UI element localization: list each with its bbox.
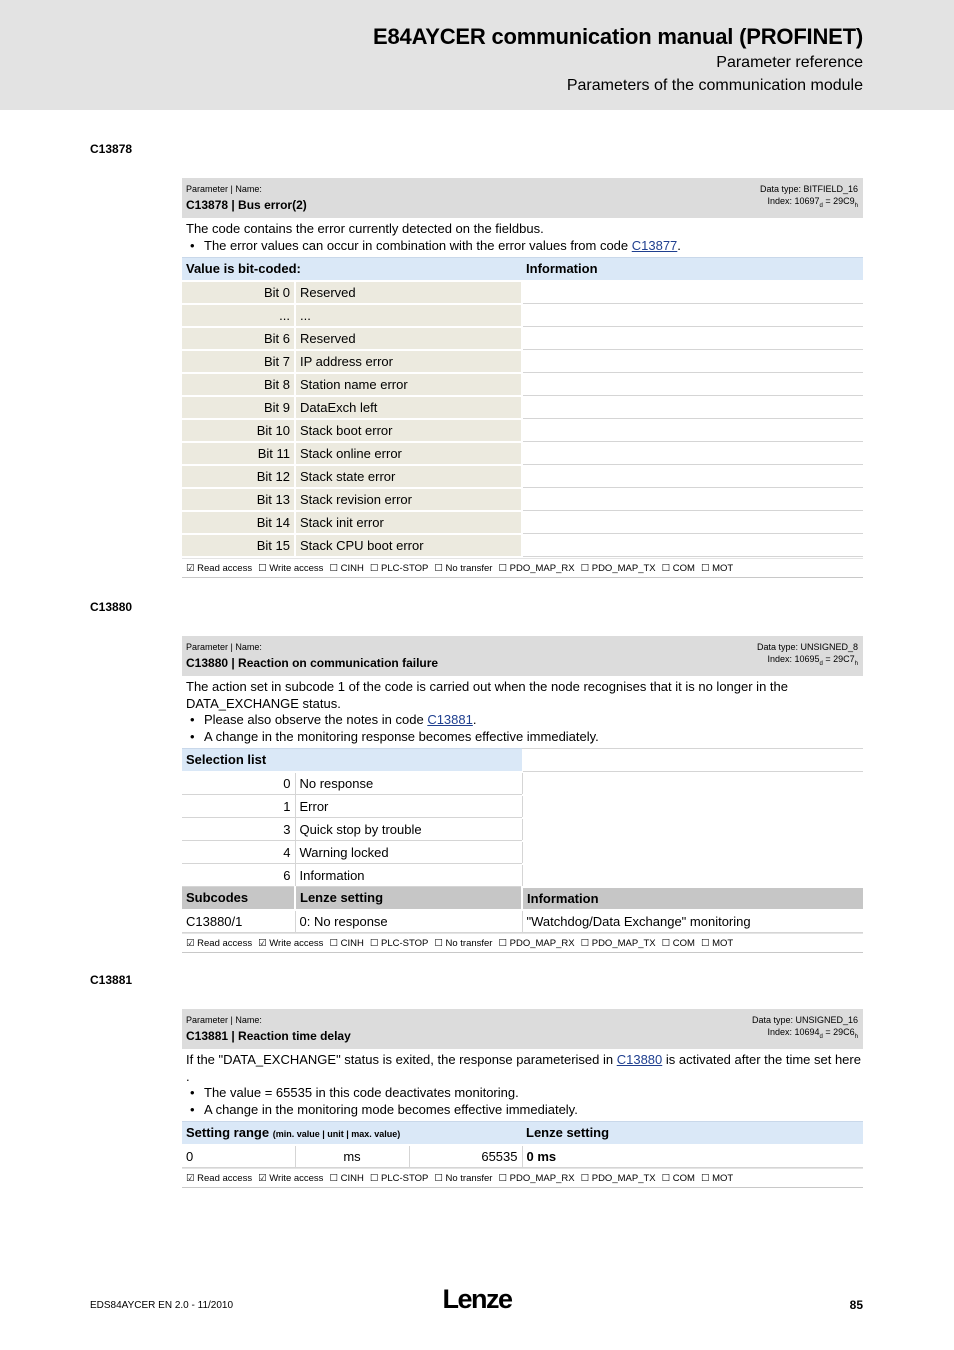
bit-row	[182, 304, 863, 327]
access-flag: ☐ COM	[661, 562, 695, 574]
bit-row	[182, 465, 863, 488]
bit-number: Bit 12	[182, 465, 295, 488]
bit-row	[182, 396, 863, 419]
section-heading-c13878: C13878	[90, 142, 133, 156]
access-flag: ☐ COM	[661, 1173, 695, 1184]
access-flags	[182, 558, 863, 578]
lenze-setting-header: Lenze setting	[522, 1122, 863, 1145]
parameter-index: Index: $10697_d = 29C9_h$	[767, 196, 858, 209]
lenze-setting-header: Lenze setting	[295, 887, 522, 910]
bit-number: Bit 15	[182, 534, 295, 557]
selection-value: 3	[182, 818, 295, 841]
data-type: Data type: BITFIELD_16	[759, 184, 858, 194]
parameter-index: Index: $10695_d = 29C7_h$	[767, 654, 858, 667]
access-flag: ☐ PLC-STOP	[369, 562, 429, 574]
bit-information	[522, 396, 863, 419]
bit-information	[522, 304, 863, 327]
bullet-item: • The error values can occur in combination with the error values from code C13877.	[186, 238, 859, 255]
bit-name: Stack CPU boot error	[295, 534, 522, 557]
link-c13880[interactable]: C13880	[616, 1052, 663, 1067]
access-flag: ☐ CINH	[329, 562, 364, 574]
selection-list-header: Selection list	[182, 749, 522, 772]
access-flag: ☑ Read access	[186, 562, 253, 574]
subcodes-header: Subcodes	[182, 887, 295, 910]
access-flag: ☐ COM	[661, 938, 695, 949]
bit-name: Stack boot error	[295, 419, 522, 442]
bit-number: Bit 9	[182, 396, 295, 419]
data-type: Data type: UNSIGNED_16	[751, 1015, 858, 1025]
bit-table	[182, 257, 863, 558]
bit-information	[522, 327, 863, 350]
bit-number: Bit 11	[182, 442, 295, 465]
access-flag: ☑ Read access	[186, 1173, 253, 1184]
unit: ms	[295, 1145, 409, 1168]
logo-text: Lenze	[442, 1284, 512, 1314]
parameter-header	[182, 178, 863, 218]
parameter-block-c13878	[182, 178, 863, 578]
parameter-name: C13881 | Reaction time delay	[186, 1029, 351, 1043]
parameter-block-c13880	[182, 636, 863, 953]
bit-information	[522, 465, 863, 488]
access-flag: ☐ MOT	[700, 938, 734, 949]
document-title: E84AYCER communication manual (PROFINET)	[373, 24, 863, 49]
access-flag: ☐ No transfer	[434, 562, 493, 574]
access-flag: ☐ No transfer	[434, 1173, 493, 1184]
access-flag: ☐ PDO_MAP_RX	[498, 562, 575, 574]
link-c13881[interactable]: C13881	[427, 712, 473, 727]
bit-information	[522, 373, 863, 396]
bullet-item: • The value = 65535 in this code deactivates monitoring.	[186, 1085, 859, 1102]
bit-information	[522, 511, 863, 534]
max-value: 65535	[409, 1145, 522, 1168]
bit-number: Bit 13	[182, 488, 295, 511]
bit-number: Bit 7	[182, 350, 295, 373]
parameter-description: The action set in subcode 1 of the code is carried out when the node recognises that it is no longer in the DATA_EXCHANGE status. • Please also observe the notes in code C13881. • A change in the monitoring response becomes effective immediately.	[182, 676, 863, 745]
bit-name: DataExch left	[295, 396, 522, 419]
bit-row	[182, 327, 863, 350]
lenze-logo	[436, 1284, 518, 1316]
selection-value: 6	[182, 864, 295, 887]
bit-row	[182, 534, 863, 557]
access-flag: ☑ Read access	[186, 938, 253, 949]
access-flag: ☐ PDO_MAP_RX	[498, 1173, 575, 1184]
bit-row	[182, 419, 863, 442]
selection-label: Quick stop by trouble	[295, 818, 522, 841]
parameter-name: C13880 | Reaction on communication failure	[186, 656, 439, 670]
bullet-item: • Please also observe the notes in code C13881.	[186, 712, 859, 729]
access-flags	[182, 933, 863, 953]
information-header: Information	[522, 887, 863, 910]
parameter-label: Parameter | Name:	[186, 1015, 262, 1025]
subcode-cell: C13880/1	[182, 910, 295, 933]
bit-number: Bit 14	[182, 511, 295, 534]
parameter-header	[182, 636, 863, 676]
access-flag: ☐ MOT	[700, 562, 734, 574]
bit-row	[182, 350, 863, 373]
selection-value: 1	[182, 795, 295, 818]
access-flag: ☑ Write access	[258, 938, 324, 949]
bit-name: Reserved	[295, 281, 522, 304]
parameter-header	[182, 1009, 863, 1049]
parameter-description: The code contains the error currently detected on the fieldbus. • The error values can occur in combination with the error values from code C13877.	[182, 218, 863, 254]
access-flag: ☐ PDO_MAP_RX	[498, 938, 575, 949]
selection-value: 0	[182, 772, 295, 795]
access-flag: ☐ PDO_MAP_TX	[580, 562, 656, 574]
bit-name: IP address error	[295, 350, 522, 373]
bit-name: Station name error	[295, 373, 522, 396]
parameter-label: Parameter | Name:	[186, 642, 262, 652]
parameter-label: Parameter | Name:	[186, 184, 262, 194]
bit-information	[522, 350, 863, 373]
parameter-index: Index: $10694_d = 29C6_h$	[767, 1027, 858, 1040]
bit-number: Bit 0	[182, 281, 295, 304]
bit-name: Stack state error	[295, 465, 522, 488]
bullet-item: • A change in the monitoring mode becomes effective immediately.	[186, 1102, 859, 1119]
bit-information	[522, 442, 863, 465]
selection-row	[182, 795, 863, 818]
selection-row	[182, 841, 863, 864]
setting-range-header: Setting range (min. value | unit | max. value)	[182, 1122, 522, 1145]
bit-row	[182, 373, 863, 396]
bit-number: Bit 6	[182, 327, 295, 350]
access-flag: ☐ PDO_MAP_TX	[580, 938, 656, 949]
bit-name: Stack init error	[295, 511, 522, 534]
selection-row	[182, 772, 863, 795]
lenze-setting-value: 0 ms	[522, 1145, 863, 1168]
parameter-name: C13878 | Bus error(2)	[186, 198, 307, 212]
parameter-block-c13881	[182, 1009, 863, 1188]
bit-name: Stack revision error	[295, 488, 522, 511]
access-flag: ☐ PLC-STOP	[369, 1173, 429, 1184]
document-id: EDS84AYCER EN 2.0 - 11/2010	[90, 1300, 234, 1311]
access-flags	[182, 1168, 863, 1188]
column-header-information: Information	[522, 258, 863, 281]
access-flag: ☐ MOT	[700, 1173, 734, 1184]
section-heading-c13880: C13880	[90, 600, 133, 614]
bit-row	[182, 488, 863, 511]
data-type: Data type: UNSIGNED_8	[756, 642, 858, 652]
section-title: Parameters of the communication module	[566, 77, 863, 94]
access-flag: ☐ Write access	[258, 562, 324, 574]
link-c13877[interactable]: C13877	[631, 237, 678, 253]
selection-label: Warning locked	[295, 841, 522, 864]
bit-name: ...	[295, 304, 522, 327]
bullet-item: • A change in the monitoring response becomes effective immediately.	[186, 729, 859, 746]
bit-row	[182, 281, 863, 304]
selection-row	[182, 818, 863, 841]
information-cell: "Watchdog/Data Exchange" monitoring	[522, 910, 863, 933]
page-number: 85	[849, 1298, 863, 1312]
access-flag: ☐ PDO_MAP_TX	[580, 1173, 656, 1184]
setting-range-table	[182, 1121, 863, 1168]
bit-information	[522, 419, 863, 442]
min-value: 0	[182, 1145, 295, 1168]
access-flag: ☐ CINH	[329, 1173, 364, 1184]
access-flag: ☑ Write access	[258, 1173, 324, 1184]
selection-label: Information	[295, 864, 522, 887]
bit-information	[522, 488, 863, 511]
bit-information	[522, 534, 863, 557]
selection-label: No response	[295, 772, 522, 795]
bit-number: Bit 8	[182, 373, 295, 396]
selection-label: Error	[295, 795, 522, 818]
column-header-value: Value is bit-coded:	[182, 258, 522, 281]
bit-information	[522, 281, 863, 304]
bit-number: Bit 10	[182, 419, 295, 442]
bit-name: Stack online error	[295, 442, 522, 465]
bit-row	[182, 511, 863, 534]
bit-number: ...	[182, 304, 295, 327]
selection-value: 4	[182, 841, 295, 864]
bit-name: Reserved	[295, 327, 522, 350]
bit-row	[182, 442, 863, 465]
section-heading-c13881: C13881	[90, 973, 133, 987]
lenze-setting-cell: 0: No response	[295, 910, 522, 933]
access-flag: ☐ CINH	[329, 938, 364, 949]
selection-table	[182, 748, 863, 933]
parameter-description: If the "DATA_EXCHANGE" status is exited, the response parameterised in C13880 is activated after the time set here . • The value = 65535 in this code deactivates monitoring. • A change in the monitoring mode becomes effective immediately.	[182, 1049, 863, 1118]
access-flag: ☐ PLC-STOP	[369, 938, 429, 949]
chapter-title: Parameter reference	[716, 54, 863, 71]
access-flag: ☐ No transfer	[434, 938, 493, 949]
selection-row	[182, 864, 863, 887]
